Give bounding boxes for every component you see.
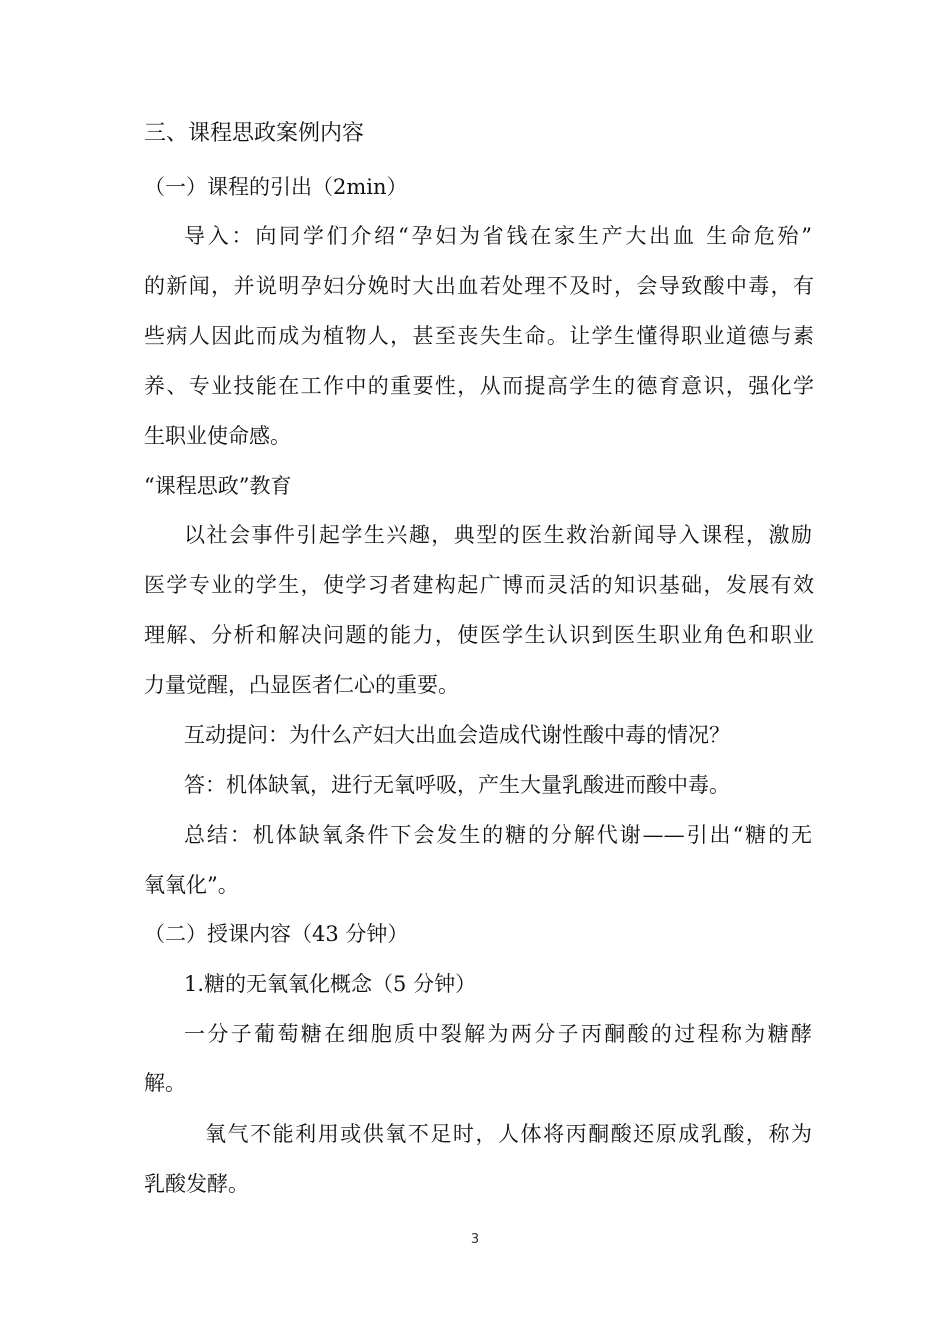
glycolysis-line: 一分子葡萄糖在细胞质中裂解为两分子丙酮酸的过程称为糖酵 — [184, 1022, 812, 1046]
page-number: 3 — [470, 1232, 480, 1247]
summary-line: 总结：机体缺氧条件下会发生的糖的分解代谢——引出“糖的无 — [184, 823, 812, 847]
section-title: 三、课程思政案例内容 — [144, 121, 365, 146]
intro-line: 导入：向同学们介绍“孕妇为省钱在家生产大出血 生命危殆” — [184, 224, 812, 248]
subsection-title-1: （一）课程的引出（2min） — [144, 175, 408, 199]
answer: 答：机体缺氧，进行无氧呼吸，产生大量乳酸进而酸中毒。 — [184, 773, 730, 797]
lactic-fermentation-line: 氧气不能利用或供氧不足时，人体将丙酮酸还原成乳酸，称为 — [205, 1122, 812, 1146]
education-line: 理解、分析和解决问题的能力，使医学生认识到医生职业角色和职业 — [144, 623, 814, 647]
lactic-fermentation-line: 乳酸发酵。 — [144, 1172, 249, 1196]
interactive-question: 互动提问：为什么产妇大出血会造成代谢性酸中毒的情况？ — [184, 723, 730, 747]
intro-line: 养、专业技能在工作中的重要性，从而提高学生的德育意识，强化学 — [144, 374, 814, 398]
summary-line: 氧氧化”。 — [144, 873, 239, 897]
intro-line: 生职业使命感。 — [144, 424, 291, 448]
intro-line: 些病人因此而成为植物人，甚至丧失生命。让学生懂得职业道德与素 — [144, 324, 814, 348]
education-line: 以社会事件引起学生兴趣，典型的医生救治新闻导入课程，激励 — [184, 523, 812, 547]
education-title: “课程思政”教育 — [144, 474, 292, 498]
subsection-title-2: （二）授课内容（43 分钟） — [144, 922, 409, 946]
intro-line: 的新闻，并说明孕妇分娩时大出血若处理不及时，会导致酸中毒，有 — [144, 274, 814, 298]
education-line: 力量觉醒，凸显医者仁心的重要。 — [144, 673, 459, 697]
education-line: 医学专业的学生，使学习者建构起广博而灵活的知识基础，发展有效 — [144, 573, 814, 597]
item-title: 1.糖的无氧氧化概念（5 分钟） — [184, 972, 477, 996]
glycolysis-line: 解。 — [144, 1071, 186, 1095]
